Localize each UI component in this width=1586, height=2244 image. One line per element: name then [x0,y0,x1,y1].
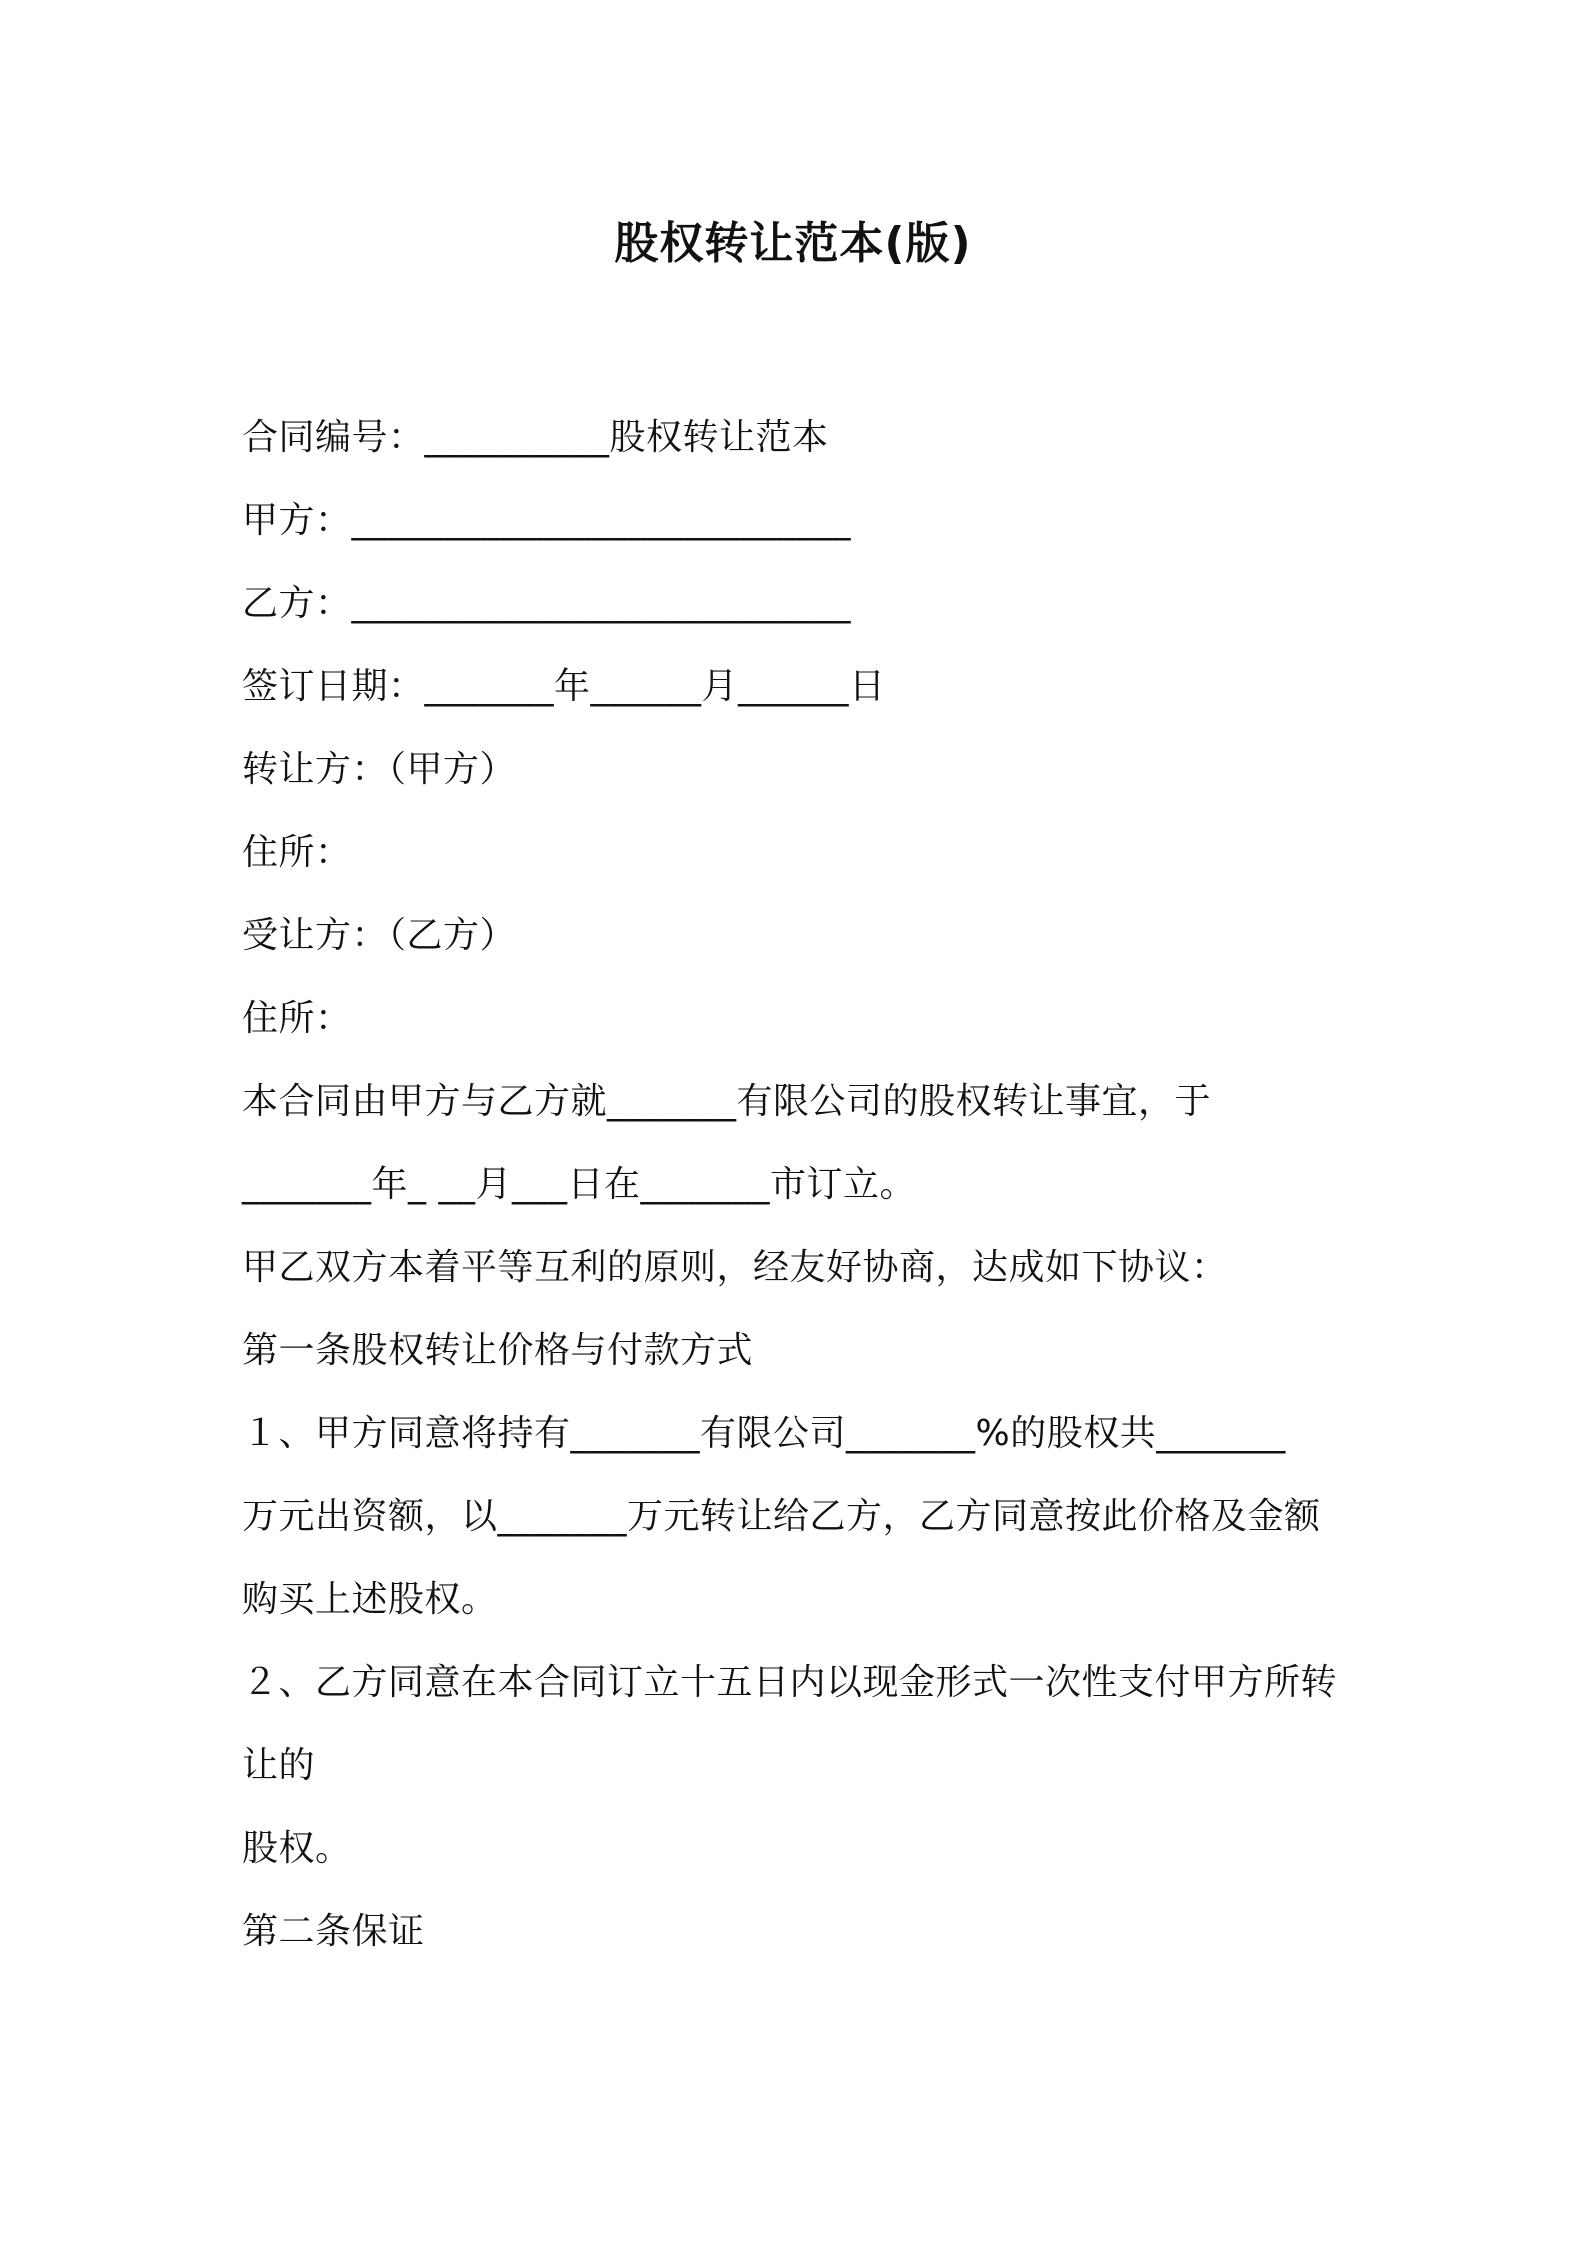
clause-1-line-2: 万元出资额，以_______万元转让给乙方，乙方同意按此价格及金额 [242,1496,1321,1537]
contract-number-line: 合同编号：__________股权转让范本 [242,417,829,458]
transferor-line: 转让方：（甲方） [242,749,517,790]
clause-1-line-3: 购买上述股权。 [242,1579,498,1620]
clause-2-line-3: 股权。 [242,1828,352,1869]
clause-2-line-2: 让的 [242,1745,316,1786]
intro-paragraph-line-2: _______年_ __月___日在_______市订立。 [242,1164,916,1205]
document-title: 股权转让范本(版) [614,218,972,269]
article-1-heading: 第一条股权转让价格与付款方式 [242,1330,754,1371]
party-b-line: 乙方：___________________________ [242,583,852,624]
intro-paragraph-line-1: 本合同由甲方与乙方就_______有限公司的股权转让事宜，于 [242,1081,1212,1122]
agreement-statement: 甲乙双方本着平等互利的原则，经友好协商，达成如下协议： [242,1247,1228,1288]
transferor-address-line: 住所： [242,832,352,873]
clause-1-line-1: １、甲方同意将持有_______有限公司_______%的股权共_______ [242,1413,1286,1454]
party-a-line: 甲方：___________________________ [242,500,852,541]
article-2-heading: 第二条保证 [242,1911,425,1952]
clause-2-line-1: ２、乙方同意在本合同订立十五日内以现金形式一次性支付甲方所转 [242,1662,1338,1703]
transferee-line: 受让方：（乙方） [242,915,517,956]
transferee-address-line: 住所： [242,998,352,1039]
signing-date-line: 签订日期：_______年______月______日 [242,666,886,707]
